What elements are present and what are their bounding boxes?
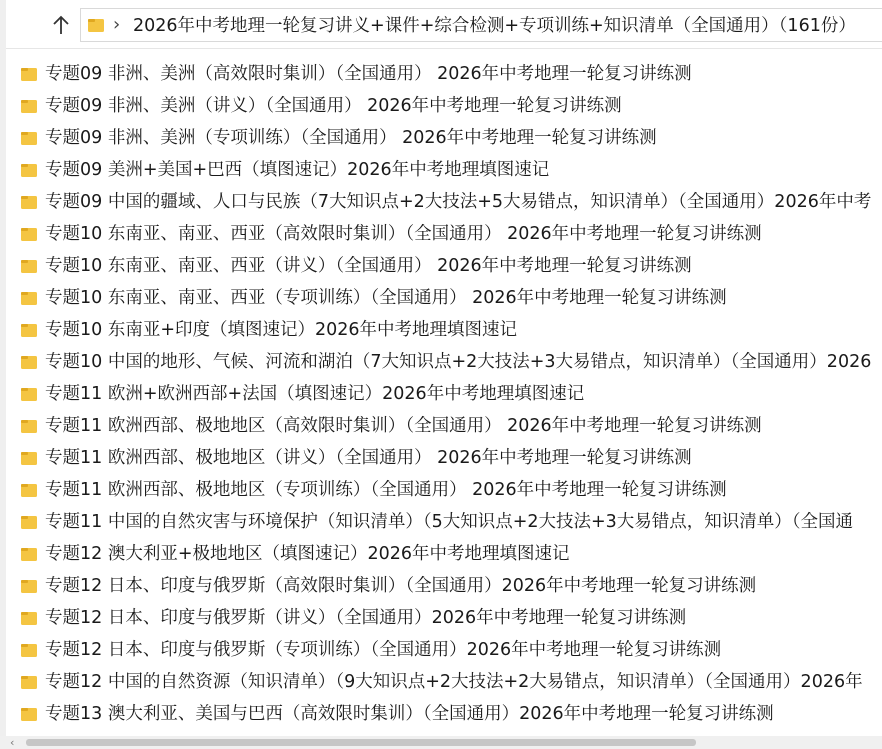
horizontal-scrollbar[interactable]	[0, 736, 882, 749]
folder-icon	[20, 321, 38, 339]
file-name: 专题09 美洲+美国+巴西（填图速记）2026年中考地理填图速记	[45, 160, 550, 180]
list-item[interactable]	[0, 378, 882, 410]
folder-icon	[20, 129, 38, 147]
file-name: 专题11 欧洲西部、极地地区（讲义）（全国通用） 2026年中考地理一轮复习讲练测	[45, 448, 692, 468]
folder-icon	[20, 513, 38, 531]
list-item[interactable]	[0, 442, 882, 474]
list-item[interactable]	[0, 58, 882, 90]
list-item[interactable]	[0, 154, 882, 186]
folder-icon	[20, 577, 38, 595]
folder-icon	[20, 481, 38, 499]
folder-icon	[20, 385, 38, 403]
folder-icon	[20, 65, 38, 83]
list-item[interactable]	[0, 250, 882, 282]
file-list	[0, 58, 882, 734]
file-name: 专题09 非洲、美洲（专项训练）（全国通用） 2026年中考地理一轮复习讲练测	[45, 128, 657, 148]
scrollbar-thumb[interactable]	[26, 739, 696, 746]
list-item[interactable]	[0, 538, 882, 570]
list-item[interactable]	[0, 122, 882, 154]
chevron-right-icon[interactable]: ›	[113, 14, 121, 35]
list-item[interactable]	[0, 634, 882, 666]
folder-icon	[20, 353, 38, 371]
list-item[interactable]	[0, 186, 882, 218]
folder-icon	[87, 16, 105, 34]
file-name: 专题11 中国的自然灾害与环境保护（知识清单）（5大知识点+2大技法+3大易错点，知识清单）（全国通	[45, 512, 854, 532]
list-item[interactable]	[0, 218, 882, 250]
file-name: 专题12 日本、印度与俄罗斯（讲义）（全国通用）2026年中考地理一轮复习讲练测	[45, 608, 687, 628]
file-name: 专题12 澳大利亚+极地地区（填图速记）2026年中考地理填图速记	[45, 544, 570, 564]
file-name: 专题09 中国的疆域、人口与民族（7大知识点+2大技法+5大易错点，知识清单）（全国通用）2026年中考	[45, 192, 872, 212]
folder-icon	[20, 193, 38, 211]
file-name: 专题12 日本、印度与俄罗斯（专项训练）（全国通用）2026年中考地理一轮复习讲练测	[45, 640, 722, 660]
file-name: 专题13 澳大利亚、美国与巴西（高效限时集训）（全国通用）2026年中考地理一轮复习讲练测	[45, 704, 774, 724]
file-name: 专题12 日本、印度与俄罗斯（高效限时集训）（全国通用）2026年中考地理一轮复习讲练测	[45, 576, 757, 596]
file-name: 专题11 欧洲西部、极地地区（专项训练）（全国通用） 2026年中考地理一轮复习讲练测	[45, 480, 727, 500]
file-name: 专题10 中国的地形、气候、河流和湖泊（7大知识点+2大技法+3大易错点，知识清单）（全国通用）2026	[45, 352, 872, 372]
list-item[interactable]	[0, 698, 882, 730]
file-name: 专题10 东南亚、南亚、西亚（高效限时集训）（全国通用） 2026年中考地理一轮复习讲练测	[45, 224, 762, 244]
list-item[interactable]	[0, 506, 882, 538]
address-bar[interactable]	[80, 8, 882, 42]
file-name: 专题12 中国的自然资源（知识清单）（9大知识点+2大技法+2大易错点，知识清单）（全国通用）2026年	[45, 672, 863, 692]
folder-icon	[20, 289, 38, 307]
up-arrow-icon	[52, 15, 70, 35]
folder-icon	[20, 705, 38, 723]
list-item[interactable]	[0, 90, 882, 122]
folder-icon	[20, 161, 38, 179]
folder-icon	[20, 417, 38, 435]
list-item[interactable]	[0, 570, 882, 602]
folder-icon	[20, 641, 38, 659]
list-item[interactable]	[0, 282, 882, 314]
list-item[interactable]	[0, 346, 882, 378]
file-name: 专题11 欧洲西部、极地地区（高效限时集训）（全国通用） 2026年中考地理一轮复习讲练测	[45, 416, 762, 436]
list-item[interactable]	[0, 314, 882, 346]
file-name: 专题10 东南亚、南亚、西亚（讲义）（全国通用） 2026年中考地理一轮复习讲练测	[45, 256, 692, 276]
file-name: 专题09 非洲、美洲（讲义）（全国通用） 2026年中考地理一轮复习讲练测	[45, 96, 622, 116]
navigation-bar	[0, 0, 882, 49]
file-name: 专题09 非洲、美洲（高效限时集训）（全国通用） 2026年中考地理一轮复习讲练测	[45, 64, 692, 84]
file-name: 专题10 东南亚+印度（填图速记）2026年中考地理填图速记	[45, 320, 518, 340]
folder-icon	[20, 225, 38, 243]
list-item[interactable]	[0, 666, 882, 698]
folder-icon	[20, 609, 38, 627]
folder-icon	[20, 97, 38, 115]
list-item[interactable]	[0, 410, 882, 442]
address-path[interactable]: 2026年中考地理一轮复习讲义+课件+综合检测+专项训练+知识清单（全国通用）（161份）	[133, 16, 856, 36]
up-button[interactable]	[46, 10, 76, 40]
file-name: 专题11 欧洲+欧洲西部+法国（填图速记）2026年中考地理填图速记	[45, 384, 585, 404]
folder-icon	[20, 545, 38, 563]
list-item[interactable]	[0, 602, 882, 634]
folder-icon	[20, 257, 38, 275]
folder-icon	[20, 449, 38, 467]
scroll-left-icon[interactable]: ‹	[10, 736, 15, 749]
folder-icon	[20, 673, 38, 691]
file-name: 专题10 东南亚、南亚、西亚（专项训练）（全国通用） 2026年中考地理一轮复习讲练测	[45, 288, 727, 308]
list-item[interactable]	[0, 474, 882, 506]
